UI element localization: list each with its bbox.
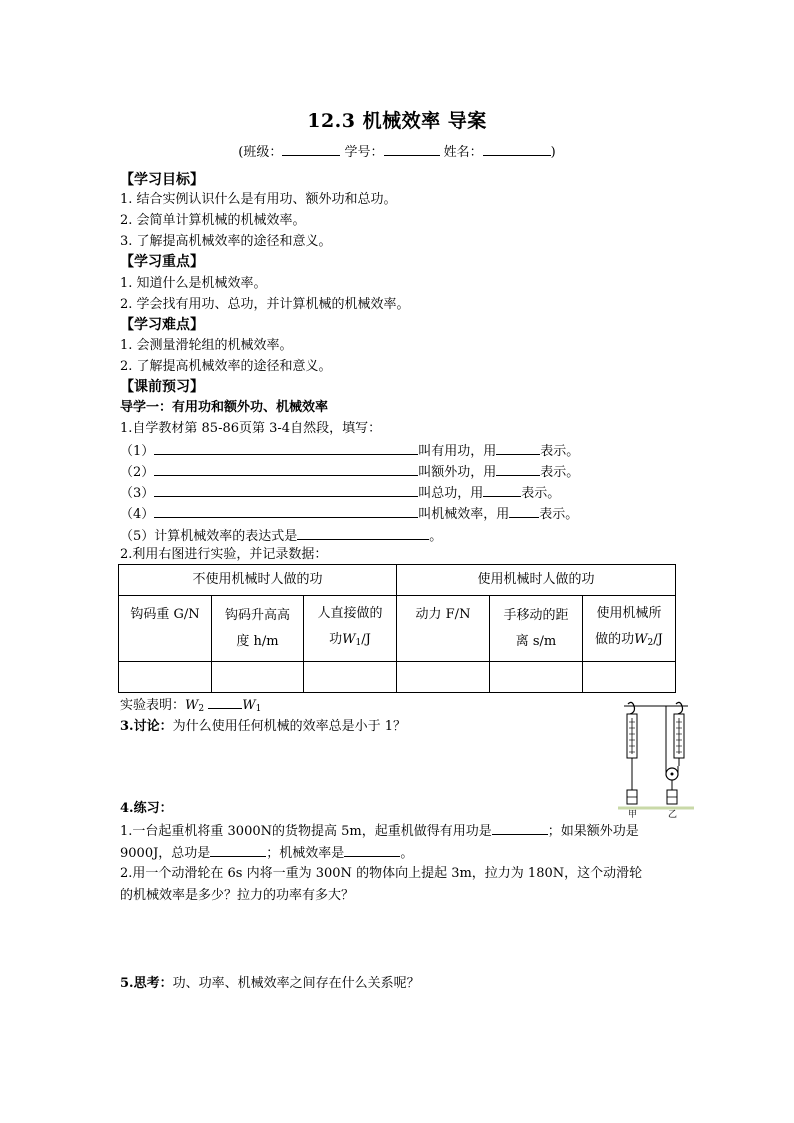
blank-row-2 (120, 462, 579, 482)
blank-mid: 叫总功，用 (418, 486, 484, 501)
q2-text: 2.利用右图进行实验，并记录数据： (120, 547, 328, 562)
table-cell[interactable] (304, 662, 397, 693)
blank-mid: 叫额外功，用 (418, 465, 497, 480)
col-header-text: 手移动的距 (503, 607, 569, 623)
var-sub: 1 (255, 704, 262, 714)
discussion-line (120, 718, 406, 736)
col-header-text: /J (653, 632, 663, 647)
preview-heading: 【课前预习】 (120, 379, 204, 395)
fill-blank[interactable] (154, 462, 418, 476)
col-header-text: 使用机械所 (596, 606, 662, 621)
compare-blank[interactable] (208, 695, 242, 709)
think-text: 功、功率、机械效率之间存在什么关系呢？ (172, 976, 420, 991)
difficulty-item: 1. 会测量滑轮组的机械效率。 (120, 338, 293, 353)
blank-num: （2） (120, 465, 155, 480)
close-paren: ) (550, 145, 556, 160)
col-header-height (212, 596, 304, 662)
practice-2b: 的机械效率是多少？拉力的功率有多大？ (120, 888, 355, 903)
key-point-item: 2. 学会找有用功、总功，并计算机械的机械效率。 (120, 297, 410, 312)
guide1-heading: 导学一：有用功和额外功、机械效率 (120, 400, 329, 415)
blank-end: 表示。 (521, 486, 561, 501)
blank-row-1 (120, 441, 579, 461)
col-header-text: /J (361, 632, 371, 647)
practice-text: 9000J，总功是 (120, 846, 211, 861)
var-sub: 2 (198, 704, 205, 714)
col-header-w1 (304, 596, 397, 662)
blank-end: 表示。 (540, 465, 580, 480)
table-cell[interactable] (212, 662, 304, 693)
discussion-label: 3.讨论： (120, 719, 173, 734)
useful-work-blank[interactable] (492, 821, 548, 835)
experiment-table (118, 564, 676, 693)
col-header-text: 功 (329, 632, 343, 647)
table-group-header: 不使用机械时人做的功 (119, 565, 397, 596)
col-header-w2 (583, 596, 676, 662)
figure-label-right: 乙 (668, 810, 678, 818)
practice-1a (120, 821, 639, 841)
var-sub: 2 (647, 638, 654, 648)
var-sub: 1 (355, 638, 362, 648)
blank-row-5 (120, 526, 442, 546)
practice-text: ；如果额外功是 (547, 824, 639, 839)
practice-text: ；机械效率是 (266, 846, 345, 861)
fill-blank[interactable] (509, 504, 539, 518)
col-header-text: 离 s/m (515, 633, 557, 649)
result-line (120, 695, 261, 718)
name-label: 姓名： (443, 145, 483, 160)
practice-1b (120, 843, 413, 863)
blank-num: （3） (120, 486, 155, 501)
fill-blank[interactable] (154, 504, 418, 518)
col-header-text: 度 h/m (236, 633, 279, 649)
var-w: W (185, 698, 199, 713)
difficulties-heading: 【学习难点】 (120, 317, 204, 333)
practice-heading: 4.练习： (120, 801, 173, 816)
fill-blank[interactable] (154, 441, 418, 455)
q1-text: 1.自学教材第 85-86页第 3-4自然段，填写： (120, 421, 382, 436)
table-cell[interactable] (490, 662, 583, 693)
key-points-heading: 【学习重点】 (120, 254, 204, 270)
blank-row-3 (120, 483, 560, 503)
blank-row-4 (120, 504, 578, 524)
blank-end: 表示。 (539, 507, 579, 522)
practice-text: 。 (400, 846, 414, 861)
blank-num: （1） (120, 444, 155, 459)
table-cell[interactable] (397, 662, 490, 693)
table-group-header: 使用机械时人做的功 (397, 565, 676, 596)
col-header-distance (490, 596, 583, 662)
think-label: 5.思考： (120, 976, 173, 991)
student-id-label: 学号： (344, 145, 384, 160)
student-id-blank[interactable] (384, 142, 440, 156)
page-title: 12.3 机械效率 导案 (307, 110, 487, 132)
class-blank[interactable] (282, 142, 340, 156)
blank-end: 表示。 (540, 444, 580, 459)
blank-mid: 叫有用功，用 (418, 444, 497, 459)
table-cell[interactable] (583, 662, 676, 693)
table-cell[interactable] (119, 662, 212, 693)
practice-text: 1.一台起重机将重 3000N的货物提高 5m，起重机做得有用功是 (120, 824, 492, 839)
spring-scale-figure (612, 700, 698, 818)
student-info-line (0, 141, 794, 160)
col-header-text: 动力 F/N (415, 607, 471, 622)
col-header-force (397, 596, 490, 662)
difficulty-item: 2. 了解提高机械效率的途径和意义。 (120, 359, 332, 374)
goals-heading: 【学习目标】 (120, 172, 204, 188)
total-work-blank[interactable] (210, 843, 266, 857)
discussion-text: 为什么使用任何机械的效率总是小于 1？ (172, 719, 406, 734)
name-blank[interactable] (483, 142, 551, 156)
col-header-text: 钩码升高高 (224, 607, 290, 623)
fill-blank[interactable] (483, 483, 521, 497)
figure-label-left: 甲 (628, 810, 638, 818)
fill-blank[interactable] (496, 462, 540, 476)
formula-blank[interactable] (297, 526, 429, 540)
q5-text: （5）计算机械效率的表达式是 (120, 529, 298, 544)
practice-2a: 2.用一个动滑轮在 6s 内将一重为 300N 的物体向上提起 3m，拉力为 180N，这个动滑轮 (120, 866, 643, 881)
goal-item: 3. 了解提高机械效率的途径和意义。 (120, 234, 332, 249)
var-w: W (242, 698, 256, 713)
var-w: W (342, 632, 356, 647)
fill-blank[interactable] (154, 483, 418, 497)
col-header-text: 钩码重 G/N (130, 607, 200, 622)
col-header-text: 做的功 (595, 632, 635, 647)
key-point-item: 1. 知道什么是机械效率。 (120, 276, 267, 291)
col-header-text: 人直接做的 (317, 606, 383, 621)
q5-end: 。 (429, 529, 443, 544)
efficiency-blank[interactable] (344, 843, 400, 857)
goal-item: 2. 会简单计算机械的机械效率。 (120, 213, 306, 228)
class-label: (班级： (238, 145, 283, 160)
var-w: W (634, 632, 648, 647)
fill-blank[interactable] (496, 441, 540, 455)
blank-mid: 叫机械效率，用 (418, 507, 510, 522)
col-header-weight (119, 596, 212, 662)
blank-num: （4） (120, 507, 155, 522)
result-label: 实验表明： (120, 698, 186, 713)
think-line (120, 975, 420, 993)
goal-item: 1. 结合实例认识什么是有用功、额外功和总功。 (120, 192, 397, 207)
